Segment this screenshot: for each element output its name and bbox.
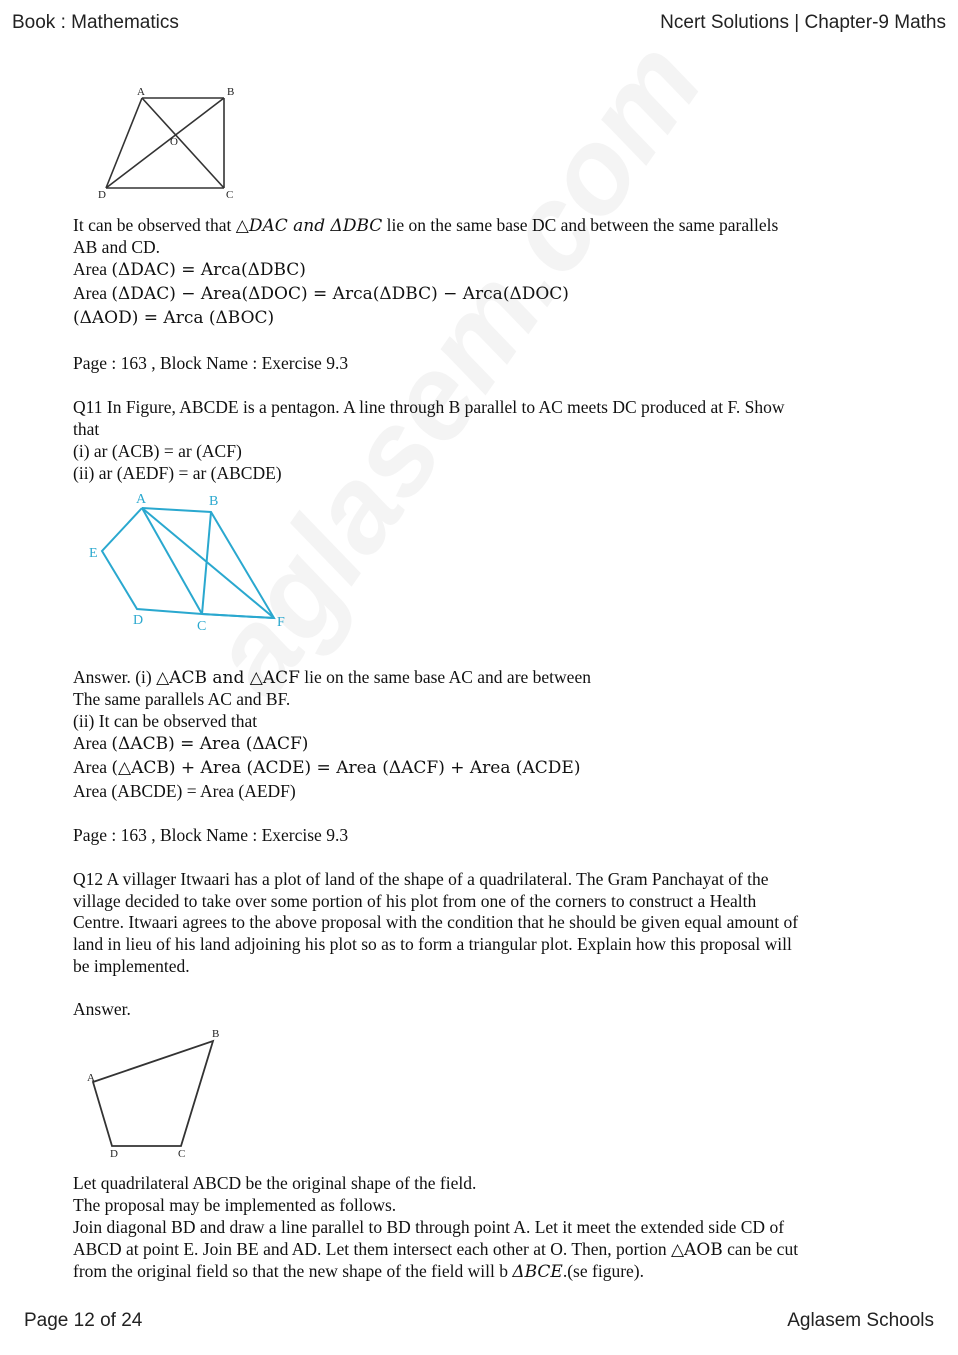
text-line [73, 756, 580, 779]
figure-quadrilateral [84, 1024, 234, 1164]
fig3-label-b: B [212, 1028, 220, 1040]
question-line: village decided to take over some portion of his plot from one of the corners to construct a Health [73, 891, 757, 911]
text-line: The same parallels AC and BF. [73, 689, 291, 709]
page-reference: Page : 163 , Block Name : Exercise 9.3 [73, 353, 349, 373]
text-line: Join diagonal BD and draw a line parallel to BD through point A. Let it meet the extended side CD of [73, 1217, 785, 1237]
figure-pentagon [80, 488, 310, 638]
text-fragment: can be cut [722, 1239, 799, 1259]
fig2-label-a: A [136, 492, 147, 507]
math-expression: (△ACB) + Area (ACDE) = Area (ΔACF) + Area (ACDE) [111, 758, 581, 778]
math-expression: (ΔACB) = Area (ΔACF) [111, 734, 309, 754]
text-line: (ii) It can be observed that [73, 711, 258, 731]
math-expression: (ΔAOD) = Arca (ΔBOC) [73, 308, 275, 328]
text-line [73, 282, 569, 305]
text-line: Let quadrilateral ABCD be the original shape of the field. [73, 1173, 477, 1193]
text-fragment: Area [73, 733, 112, 753]
text-fragment: lie on the same base AC and are between [299, 667, 591, 687]
text-line [73, 666, 591, 689]
math-expression: (ΔDAC) − Area(ΔDOC) = Arca(ΔDBC) − Arca(ΔDOC) [111, 284, 569, 304]
text-fragment: ABCD at point E. Join BE and AD. Let them intersect each other at O. Then, portion [73, 1239, 671, 1259]
text-line: AB and CD. [73, 237, 161, 257]
text-line [73, 1260, 644, 1283]
fig1-label-o: O [170, 136, 178, 148]
math-expression: △AOB [670, 1240, 723, 1260]
text-line [73, 214, 778, 237]
fig2-label-c: C [197, 619, 207, 634]
text-line: The proposal may be implemented as follows. [73, 1195, 397, 1215]
header-book-title: Book : Mathematics [12, 12, 179, 33]
text-fragment: Area [73, 259, 112, 279]
question-line: be implemented. [73, 956, 190, 976]
question-line: Centre. Itwaari agrees to the above proposal with the condition that he should be given equal amount of [73, 912, 799, 932]
text-fragment: from the original field so that the new shape of the field will b [73, 1261, 513, 1281]
footer-page-number: Page 12 of 24 [24, 1310, 143, 1331]
text-line: Area (ABCDE) = Area (AEDF) [73, 781, 296, 801]
text-fragment: .(se figure). [562, 1261, 645, 1281]
fig3-label-a: A [87, 1072, 95, 1084]
text-fragment: lie on the same base DC and between the same parallels [382, 215, 779, 235]
page-reference: Page : 163 , Block Name : Exercise 9.3 [73, 825, 349, 845]
text-line [73, 1238, 798, 1261]
footer-publisher: Aglasem Schools [787, 1310, 934, 1331]
fig1-label-b: B [227, 86, 235, 98]
fig2-label-d: D [133, 613, 144, 628]
text-line [73, 732, 308, 755]
fig1-label-a: A [137, 86, 145, 98]
math-expression: △DAC and ΔDBC [235, 216, 383, 236]
text-line [73, 306, 274, 329]
question-line: that [73, 419, 100, 439]
math-expression: △ACB and △ACF [156, 668, 300, 688]
figure-square-diagonals [90, 82, 250, 202]
fig2-label-f: F [277, 615, 285, 630]
question-line: (i) ar (ACB) = ar (ACF) [73, 441, 242, 461]
text-fragment: Area [73, 757, 112, 777]
question-line: (ii) ar (AEDF) = ar (ABCDE) [73, 463, 282, 483]
math-expression: (ΔDAC) = Arca(ΔDBC) [111, 260, 306, 280]
fig3-label-c: C [178, 1148, 186, 1160]
fig2-label-b: B [209, 494, 219, 509]
fig1-label-d: D [98, 189, 106, 201]
text-fragment: Answer. (i) [73, 667, 157, 687]
answer-label: Answer. [73, 999, 131, 1019]
fig1-label-c: C [226, 189, 234, 201]
math-expression: ΔBCE [512, 1262, 563, 1282]
fig3-label-d: D [110, 1148, 118, 1160]
text-fragment: Area [73, 283, 112, 303]
question-line: land in lieu of his land adjoining his plot so as to form a triangular plot. Explain how this proposal will [73, 934, 792, 954]
header-chapter-title: Ncert Solutions | Chapter-9 Maths [660, 12, 946, 33]
text-line [73, 258, 306, 281]
fig2-label-e: E [89, 546, 98, 561]
question-line: Q11 In Figure, ABCDE is a pentagon. A line through B parallel to AC meets DC produced at F. Show [73, 397, 785, 417]
text-fragment: It can be observed that [73, 215, 236, 235]
question-line: Q12 A villager Itwaari has a plot of land of the shape of a quadrilateral. The Gram Panchayat of the [73, 869, 769, 889]
